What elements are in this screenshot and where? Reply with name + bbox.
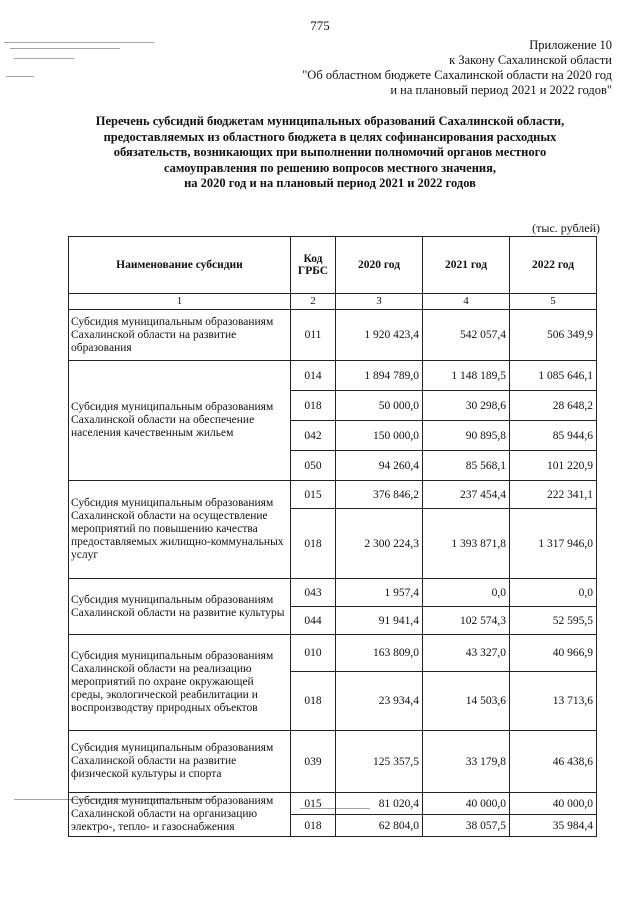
amount-2022: 1 317 946,0 xyxy=(510,509,597,579)
amount-2021: 237 454,4 xyxy=(423,481,510,509)
title-line: обязательств, возникающих при выполнении полномочий органов местного xyxy=(113,145,547,159)
column-index: 2 xyxy=(291,294,336,310)
column-index-row xyxy=(69,294,597,310)
grbs-code: 014 xyxy=(291,361,336,391)
amount-2020: 150 000,0 xyxy=(336,421,423,451)
subsidy-name: Субсидия муниципальным образованиям Сахалинской области на организацию электро-, тепло- и газоснабжения xyxy=(69,793,291,837)
amount-2020: 50 000,0 xyxy=(336,391,423,421)
scan-artifact-line xyxy=(4,42,154,43)
amount-2021: 43 327,0 xyxy=(423,635,510,672)
amount-2022: 28 648,2 xyxy=(510,391,597,421)
subsidy-name: Субсидия муниципальным образованиям Сахалинской области на развитие физической культуры и спорта xyxy=(69,731,291,793)
amount-2020: 81 020,4 xyxy=(336,793,423,815)
appendix-header xyxy=(302,38,612,98)
table-header-row xyxy=(69,237,597,294)
appendix-line: и на плановый период 2021 и 2022 годов" xyxy=(390,83,612,97)
amount-2022: 222 341,1 xyxy=(510,481,597,509)
amount-2022: 85 944,6 xyxy=(510,421,597,451)
amount-2022: 506 349,9 xyxy=(510,310,597,361)
amount-2020: 62 804,0 xyxy=(336,815,423,837)
amount-2020: 91 941,4 xyxy=(336,607,423,635)
grbs-code: 011 xyxy=(291,310,336,361)
amount-2020: 376 846,2 xyxy=(336,481,423,509)
amount-2020: 23 934,4 xyxy=(336,672,423,731)
table-row xyxy=(69,310,597,361)
amount-2020: 1 957,4 xyxy=(336,579,423,607)
amount-2022: 46 438,6 xyxy=(510,731,597,793)
amount-2021: 33 179,8 xyxy=(423,731,510,793)
amount-2022: 35 984,4 xyxy=(510,815,597,837)
amount-2020: 163 809,0 xyxy=(336,635,423,672)
subsidy-name: Субсидия муниципальным образованиям Сахалинской области на осуществление мероприятий по повышению качества предоставляемых жилищно-коммунальных услуг xyxy=(69,481,291,579)
column-index: 5 xyxy=(510,294,597,310)
table-row xyxy=(69,481,597,509)
amount-2020: 1 894 789,0 xyxy=(336,361,423,391)
title-line: самоуправления по решению вопросов местного значения, xyxy=(163,160,497,175)
scan-artifact-line xyxy=(14,58,74,59)
page-number: 775 xyxy=(310,18,330,33)
amount-2021: 38 057,5 xyxy=(423,815,510,837)
appendix-line: "Об областном бюджете Сахалинской области на 2020 год xyxy=(302,68,612,82)
header-2021: 2021 год xyxy=(423,237,510,294)
grbs-code: 043 xyxy=(291,579,336,607)
amount-2021: 14 503,6 xyxy=(423,672,510,731)
grbs-code: 015 xyxy=(291,481,336,509)
amount-2021: 542 057,4 xyxy=(423,310,510,361)
scan-artifact-line xyxy=(10,48,120,49)
grbs-code: 018 xyxy=(291,509,336,579)
appendix-line: Приложение 10 xyxy=(529,38,612,52)
scan-artifact-line xyxy=(6,76,34,77)
column-index: 4 xyxy=(423,294,510,310)
title-line: Перечень субсидий бюджетам муниципальных образований Сахалинской области, xyxy=(95,114,565,128)
column-index: 3 xyxy=(336,294,423,310)
amount-2021: 85 568,1 xyxy=(423,451,510,481)
table-row xyxy=(69,793,597,815)
grbs-code: 018 xyxy=(291,672,336,731)
amount-2020: 125 357,5 xyxy=(336,731,423,793)
grbs-code: 018 xyxy=(291,815,336,837)
grbs-code: 015 xyxy=(291,793,336,815)
amount-2021: 0,0 xyxy=(423,579,510,607)
amount-2021: 1 393 871,8 xyxy=(423,509,510,579)
amount-2020: 1 920 423,4 xyxy=(336,310,423,361)
table-row xyxy=(69,361,597,391)
document-title xyxy=(60,114,600,192)
header-code: Код ГРБС xyxy=(291,237,336,294)
grbs-code: 042 xyxy=(291,421,336,451)
amount-2021: 30 298,6 xyxy=(423,391,510,421)
amount-2022: 13 713,6 xyxy=(510,672,597,731)
grbs-code: 010 xyxy=(291,635,336,672)
table-row xyxy=(69,635,597,672)
grbs-code: 018 xyxy=(291,391,336,421)
header-2022: 2022 год xyxy=(510,237,597,294)
subsidy-name: Субсидия муниципальным образованиям Сахалинской области на развитие культуры xyxy=(69,579,291,635)
table-row xyxy=(69,731,597,793)
appendix-line: к Закону Сахалинской области xyxy=(449,53,612,67)
amount-2021: 1 148 189,5 xyxy=(423,361,510,391)
subsidy-table xyxy=(68,236,597,837)
amount-2022: 40 966,9 xyxy=(510,635,597,672)
title-line: предоставляемых из областного бюджета в целях софинансирования расходных xyxy=(103,129,557,144)
amount-2021: 102 574,3 xyxy=(423,607,510,635)
amount-2022: 1 085 646,1 xyxy=(510,361,597,391)
subsidy-name: Субсидия муниципальным образованиям Сахалинской области на обеспечение населения качественным жильем xyxy=(69,361,291,481)
title-line: на 2020 год и на плановый период 2021 и 2022 годов xyxy=(184,176,476,190)
amount-2022: 40 000,0 xyxy=(510,793,597,815)
amount-2020: 2 300 224,3 xyxy=(336,509,423,579)
subsidy-name: Субсидия муниципальным образованиям Сахалинской области на развитие образования xyxy=(69,310,291,361)
grbs-code: 039 xyxy=(291,731,336,793)
units-label: (тыс. рублей) xyxy=(532,221,600,235)
amount-2022: 101 220,9 xyxy=(510,451,597,481)
amount-2021: 40 000,0 xyxy=(423,793,510,815)
header-2020: 2020 год xyxy=(336,237,423,294)
subsidy-name: Субсидия муниципальным образованиям Сахалинской области на реализацию мероприятий по охране окружающей среды, экологической реабилитации и воспроизводству природных объектов xyxy=(69,635,291,731)
amount-2020: 94 260,4 xyxy=(336,451,423,481)
column-index: 1 xyxy=(69,294,291,310)
header-name: Наименование субсидии xyxy=(69,237,291,294)
amount-2022: 0,0 xyxy=(510,579,597,607)
grbs-code: 050 xyxy=(291,451,336,481)
table-row xyxy=(69,579,597,607)
grbs-code: 044 xyxy=(291,607,336,635)
amount-2021: 90 895,8 xyxy=(423,421,510,451)
amount-2022: 52 595,5 xyxy=(510,607,597,635)
